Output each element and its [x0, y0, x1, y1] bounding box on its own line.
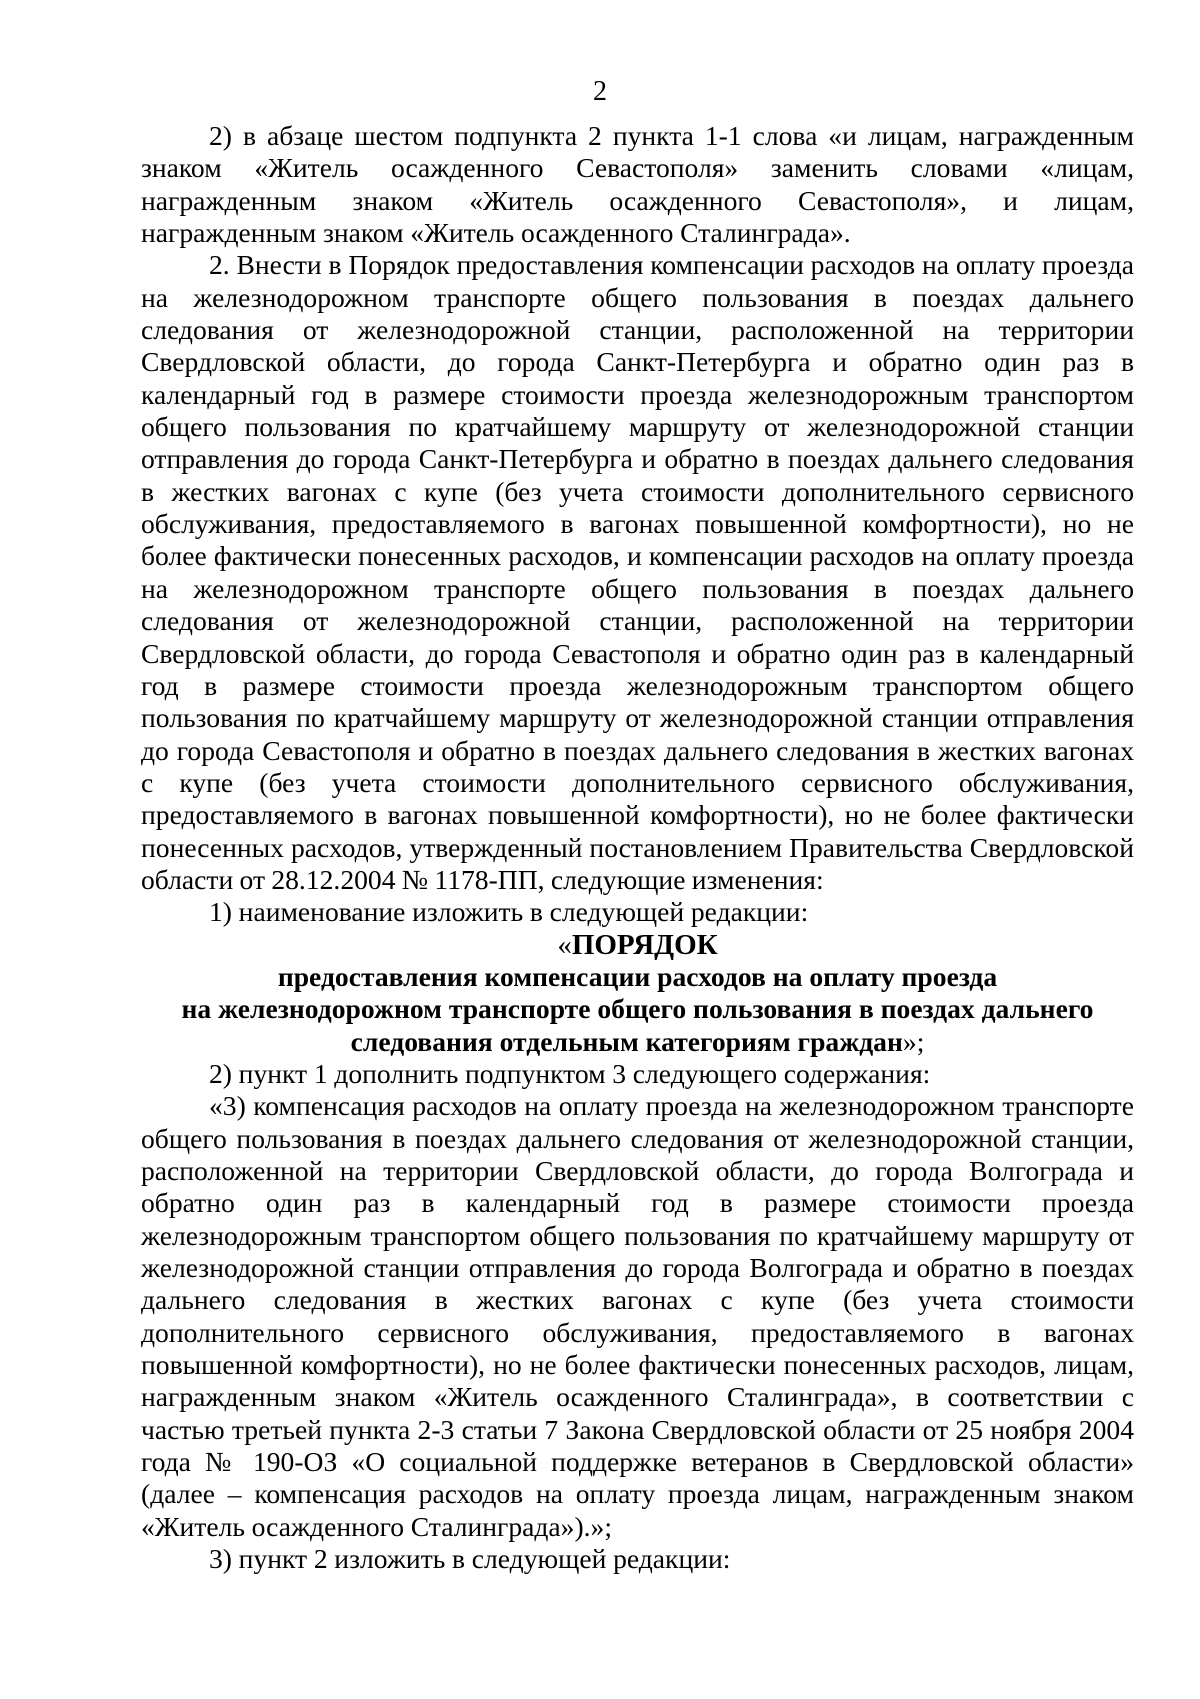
heading-title: ПОРЯДОК — [571, 928, 718, 961]
heading-line-1: предоставления компенсации расходов на оплату проезда — [277, 960, 998, 992]
heading-title-line — [141, 929, 1134, 961]
heading-line-3: следования отдельным категориям граждан — [350, 1025, 903, 1057]
paragraph-item-2-restate: 3) пункт 2 изложить в следующей редакции: — [209, 1543, 731, 1575]
heading-open-quote: « — [557, 928, 572, 961]
heading-line-2: на железнодорожном транспорте общего пользования в поездах дальнего — [181, 993, 1094, 1025]
paragraph-amendment-2: 2) в абзаце шестом подпункта 2 пункта 1-1 слова «и лицам, награжденным знаком «Житель осажденного Севастополя» заменить словами «лицам, награжденным знаком «Житель осажденного Севастополя», и лицам, награжденным знаком «Житель осажденного Сталинграда». — [141, 120, 1134, 249]
paragraph-subitem-3-text: «3) компенсация расходов на оплату проезда на железнодорожном транспорте общего пользования в поездах дальнего следования от железнодорожной станции, расположенной на территории Свердловской области, до города Волгограда и обратно один раз в календарный год в размере стоимости проезда железнодорожным транспортом общего пользования по кратчайшему маршруту от железнодорожной станции отправления до города Волгограда и обратно в поездах дальнего следования в жестких вагонах с купе (без учета стоимости дополнительного сервисного обслуживания, предоставляемого в вагонах повышенной комфортности), но не более фактически понесенных расходов, лицам, награжденным знаком «Житель осажденного Сталинграда», в соответствии с частью третьей пункта 2-3 статьи 7 Закона Свердловской области от 25 ноября 2004 года № 190-ОЗ «О социальной поддержке ветеранов в Свердловской области» (далее – компенсация расходов на оплату проезда лицам, награжденным знаком «Житель осажденного Сталинграда»).»; — [141, 1090, 1134, 1542]
heading-line-3-wrap — [141, 1026, 1134, 1058]
procedure-heading — [141, 929, 1134, 1058]
document-body — [141, 120, 1134, 1575]
paragraph-add-subitem: 2) пункт 1 дополнить подпунктом 3 следующего содержания: — [209, 1057, 931, 1089]
paragraph-rename-instruction: 1) наименование изложить в следующей редакции: — [209, 896, 809, 928]
heading-close-quote: »; — [902, 1025, 925, 1057]
page-number: 2 — [593, 76, 607, 107]
paragraph-item-2-amend-procedure: 2. Внести в Порядок предоставления компенсации расходов на оплату проезда на железнодорожном транспорте общего пользования в поездах дальнего следования от железнодорожной станции, расположенной на территории Свердловской области, до города Санкт-Петербурга и обратно один раз в календарный год в размере стоимости проезда железнодорожным транспортом общего пользования по кратчайшему маршруту от железнодорожной станции отправления до города Санкт-Петербурга и обратно в поездах дальнего следования в жестких вагонах с купе (без учета стоимости дополнительного сервисного обслуживания, предоставляемого в вагонах повышенной комфортности), но не более фактически понесенных расходов, и компенсации расходов на оплату проезда на железнодорожном транспорте общего пользования в поездах дальнего следования от железнодорожной станции, расположенной на территории Свердловской области, до города Севастополя и обратно один раз в календарный год в размере стоимости проезда железнодорожным транспортом общего пользования по кратчайшему маршруту от железнодорожной станции отправления до города Севастополя и обратно в поездах дальнего следования в жестких вагонах с купе (без учета стоимости дополнительного сервисного обслуживания, предоставляемого в вагонах повышенной комфортности), но не более фактически понесенных расходов, утвержденный постановлением Правительства Свердловской области от 28.12.2004 № 1178-ПП, следующие изменения: — [141, 249, 1134, 895]
